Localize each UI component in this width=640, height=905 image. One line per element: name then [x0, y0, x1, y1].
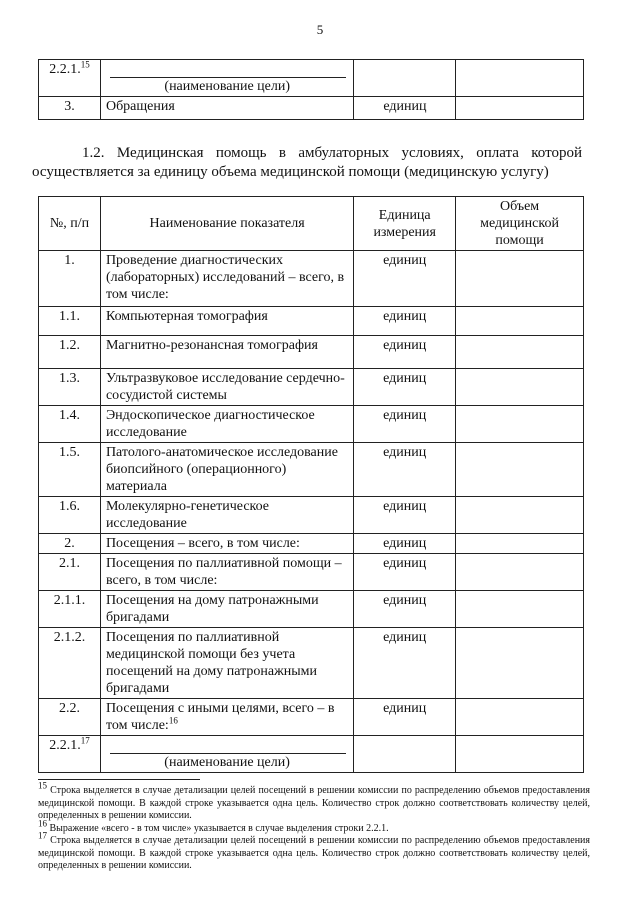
table-row: [39, 60, 584, 97]
footnote-separator: [38, 779, 200, 780]
indicator-name: Посещения на дому патронажными бригадами: [100, 591, 353, 628]
row-number: 2.1.: [39, 554, 101, 591]
volume-cell: [456, 736, 584, 773]
row-number: 2.2.: [39, 699, 101, 736]
table-row: [39, 554, 584, 591]
row-number: 1.1.: [39, 307, 101, 336]
volume-cell: [456, 307, 584, 336]
page-number: 5: [316, 22, 324, 37]
row-number: 2.2.1.15: [39, 60, 101, 97]
top-table: [38, 59, 584, 120]
table-row: [39, 534, 584, 554]
volume-cell: [456, 369, 584, 406]
row-number: 1.3.: [39, 369, 101, 406]
unit-cell: единиц: [354, 443, 456, 497]
volume-cell: [456, 534, 584, 554]
footnote-ref: 15: [80, 59, 90, 70]
indicator-name: Посещения по паллиативной медицинской помощи без учета посещений на дому патронажными бригадами: [100, 628, 353, 699]
unit-cell: единиц: [354, 554, 456, 591]
blank-line: [110, 737, 346, 754]
volume-cell: [456, 591, 584, 628]
section-paragraph: 1.2. Медицинская помощь в амбулаторных условиях, оплата которой осуществляется за единицу объема медицинской помощи (медицинскую услугу): [32, 145, 582, 180]
goal-name-cell: [100, 60, 354, 97]
indicator-name: Обращения: [100, 97, 354, 120]
indicator-name: Компьютерная томография: [100, 307, 353, 336]
header-name: Наименование показателя: [100, 197, 353, 251]
indicator-name: Эндоскопическое диагностическое исследование: [100, 406, 353, 443]
indicator-name: Проведение диагностических (лабораторных) исследований – всего, в том числе:: [100, 251, 353, 307]
table-row: [39, 628, 584, 699]
goal-name-cell: [100, 736, 353, 773]
footnote-ref: 17: [80, 735, 90, 746]
blank-line: [110, 61, 347, 78]
indicator-name: Посещения – всего, в том числе:: [100, 534, 353, 554]
table-row: [39, 591, 584, 628]
unit-cell: единиц: [354, 699, 456, 736]
volume-cell: [456, 97, 584, 120]
volume-cell: [456, 554, 584, 591]
table-row: [39, 406, 584, 443]
row-number: 1.: [39, 251, 101, 307]
unit-cell: единиц: [354, 336, 456, 369]
unit-cell: [354, 60, 456, 97]
row-number: 2.1.1.: [39, 591, 101, 628]
volume-cell: [456, 497, 584, 534]
volume-cell: [456, 443, 584, 497]
goal-caption: (наименование цели): [164, 79, 291, 94]
table-row: [39, 307, 584, 336]
row-number: 3.: [39, 97, 101, 120]
footnote-mark: 15: [38, 780, 47, 791]
volume-cell: [456, 251, 584, 307]
footnotes: [38, 780, 590, 873]
table-row: [39, 443, 584, 497]
indicator-name: Патолого-анатомическое исследование биопсийного (операционного) материала: [100, 443, 353, 497]
row-number: 1.2.: [39, 336, 101, 369]
indicator-name: Ультразвуковое исследование сердечно-сосудистой системы: [100, 369, 353, 406]
footnote: $^{16}$ Выражение «всего - в том числе» указывается в случае выделения строки 2.2.1.: [38, 818, 389, 834]
footnote: $^{17}$ Строка выделяется в случае детализации целей посещений в решении комиссии по распределению объемов предоставления медицинской помощи. В каждой строке указывается одна цель. Количество строк должно соответствовать количеству целей, определенных в решении комиссии.: [38, 830, 590, 871]
row-number: 1.5.: [39, 443, 101, 497]
header-volume: Объем медицинской помощи: [456, 197, 584, 251]
unit-cell: единиц: [354, 591, 456, 628]
header-number: №, п/п: [39, 197, 101, 251]
table-row: [39, 369, 584, 406]
table-row: [39, 497, 584, 534]
indicators-table: [38, 196, 584, 773]
unit-cell: единиц: [354, 628, 456, 699]
unit-cell: единиц: [354, 97, 456, 120]
goal-caption: (наименование цели): [164, 755, 290, 770]
table-row: [39, 97, 584, 120]
volume-cell: [456, 406, 584, 443]
volume-cell: [456, 336, 584, 369]
unit-cell: единиц: [354, 251, 456, 307]
indicator-name: Посещения по паллиативной помощи – всего, в том числе:: [100, 554, 353, 591]
table-row: [39, 736, 584, 773]
unit-cell: единиц: [354, 369, 456, 406]
footnote-mark: 17: [38, 830, 47, 841]
row-number: 2.2.1.17: [39, 736, 101, 773]
unit-cell: [354, 736, 456, 773]
volume-cell: [456, 628, 584, 699]
header-unit: Единица измерения: [354, 197, 456, 251]
indicator-name: Посещения с иными целями, всего – в том числе:$^{16}$: [100, 699, 353, 736]
row-number: 2.1.2.: [39, 628, 101, 699]
volume-cell: [456, 699, 584, 736]
footnote: $^{15}$ Строка выделяется в случае детализации целей посещений в решении комиссии по распределению объемов предоставления медицинской помощи. В каждой строке указывается одна цель. Количество строк должно соответствовать количеству целей, определенных в решении комиссии.: [38, 780, 590, 821]
row-number: 1.4.: [39, 406, 101, 443]
table-row: [39, 699, 584, 736]
table-row: [39, 336, 584, 369]
indicator-name: Молекулярно-генетическое исследование: [100, 497, 353, 534]
table-header-row: [39, 197, 584, 251]
volume-cell: [456, 60, 584, 97]
unit-cell: единиц: [354, 534, 456, 554]
table-row: [39, 251, 584, 307]
unit-cell: единиц: [354, 406, 456, 443]
unit-cell: единиц: [354, 307, 456, 336]
row-number: 2.: [39, 534, 101, 554]
footnote-ref: 16: [168, 715, 178, 726]
unit-cell: единиц: [354, 497, 456, 534]
indicator-name: Магнитно-резонансная томография: [100, 336, 353, 369]
row-number: 1.6.: [39, 497, 101, 534]
footnote-mark: 16: [38, 818, 47, 829]
